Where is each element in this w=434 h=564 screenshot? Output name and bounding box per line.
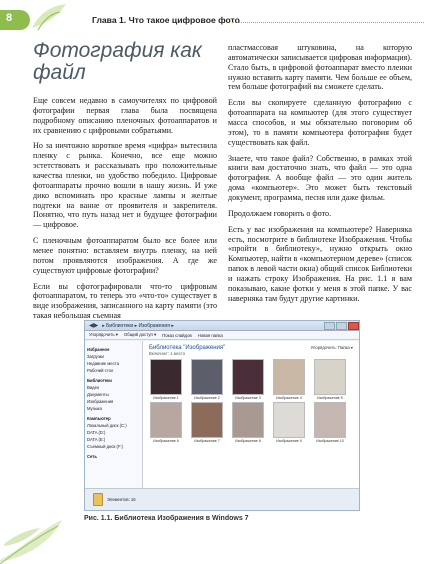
nav-item: Загрузки xyxy=(87,354,104,359)
thumbnail-image xyxy=(314,359,346,395)
thumbnail-image xyxy=(191,402,223,438)
library-subtitle: Включает: 1 место xyxy=(149,351,186,356)
thumbnail xyxy=(231,402,265,443)
thumbnail-caption: Изображение 1 xyxy=(153,396,179,400)
leaf-decoration-icon xyxy=(0,490,70,564)
toolbar-item: Показ слайдов xyxy=(162,332,192,338)
left-column xyxy=(33,96,217,327)
arrange-by: Упорядочить: Папка ▾ xyxy=(310,345,353,350)
nav-item: Видео xyxy=(87,385,100,390)
thumbnail xyxy=(313,359,347,400)
nav-item: Сеть xyxy=(87,454,97,459)
nav-item: Музыка xyxy=(87,406,102,411)
chapter-title: Глава 1. Что такое цифровое фото xyxy=(92,15,240,25)
library-title: Библиотека "Изображения" xyxy=(149,345,226,351)
thumbnail-caption: Изображение 8 xyxy=(235,439,261,443)
toolbar-item: Упорядочить ▾ xyxy=(89,332,118,337)
nav-item: Рабочий стол xyxy=(87,368,114,373)
thumbnail xyxy=(231,359,265,400)
thumbnail-caption: Изображение 4 xyxy=(276,396,302,400)
thumbnail xyxy=(272,359,306,400)
paragraph: пластмассовая штуковина, на которую автоматически записывается цифровая информация). Стало быть, в цифровой фотоаппарат вместо пленки нужно вставить карту памяти. Чем больше ее объем, тем больше фотографий вы сможете сделать. xyxy=(228,43,412,92)
thumbnail xyxy=(149,402,183,443)
paragraph: Если вы сфотографировали что-то цифровым фотоаппаратом, то теперь это «что-то» существует в виде изображения, записанного на карту памяти (это такая небольшая съемная xyxy=(33,281,217,321)
paragraph: Продолжаем говорить о фото. xyxy=(228,208,332,218)
nav-item: Локальный диск (C:) xyxy=(87,423,127,428)
nav-item: Съемный диск (F:) xyxy=(87,444,124,449)
window-body xyxy=(85,341,359,510)
nav-item: Избранное xyxy=(87,347,110,352)
nav-item: Библиотеки xyxy=(87,378,112,383)
thumbnail-image xyxy=(150,359,182,395)
thumbnail-caption: Изображение 3 xyxy=(235,396,261,400)
breadcrumb: ▸ Библиотеки ▸ Изображения ▸ xyxy=(102,322,174,329)
thumbnail xyxy=(313,402,347,443)
thumbnail-image xyxy=(273,359,305,395)
thumbnail-caption: Изображение 2 xyxy=(194,396,220,400)
thumbnail xyxy=(272,402,306,443)
page-number-tab xyxy=(0,10,30,30)
right-column xyxy=(228,43,412,310)
header-dotted-rule xyxy=(232,22,424,23)
toolbar-item: Общий доступ ▾ xyxy=(123,332,157,337)
thumbnail-image xyxy=(232,359,264,395)
thumbnail xyxy=(190,402,224,443)
thumbnail-image xyxy=(232,402,264,438)
window-title-bar xyxy=(85,321,359,331)
window-controls xyxy=(323,322,359,330)
thumbnail-image xyxy=(314,402,346,438)
nav-item: Изображения xyxy=(87,399,114,404)
thumbnail-caption: Изображение 5 xyxy=(317,396,343,400)
thumbnail-image xyxy=(191,359,223,395)
thumbnail-caption: Изображение 6 xyxy=(153,439,179,443)
section-title: Фотография как файл xyxy=(33,39,202,85)
paragraph: Еще совсем недавно в самоучителях по цифровой фотографии первая глава была посвящена подробному описанию пленочных фотоаппаратов и их сравнению с цифровыми собратьями. xyxy=(33,96,217,135)
paragraph: Если вы скопируете сделанную фотографию с фотоаппарата на компьютер (для этого существует масса способов, и мы обязательно поговорим об этом), то в памяти компьютера фотография будет существовать как файл. xyxy=(228,98,412,147)
folder-icon xyxy=(93,493,103,506)
nav-item: Компьютер xyxy=(87,416,111,421)
page-header xyxy=(0,0,434,40)
paragraph: С пленочным фотоаппаратом было все более или менее понятно: вставляем внутрь пленку, на ней потом проявляются изображения. А где же существуют цифровые фотографии? xyxy=(33,236,217,275)
thumbnail xyxy=(149,359,183,400)
minimize-icon xyxy=(324,322,335,330)
paragraph: Но за ничтожно короткое время «цифра» вытеснила пленку с рынка. Конечно, все еще можно эстетствовать и рассказывать про положительные качества пленки, но удобство победило. Цифровые фотоаппараты прочно вошли в нашу жизнь. И уже дико вспоминать про красные лампы и желтые подтеки на ванне от проявителя и закрепителя. Понятно, что путь назад нет и будущее фотографии — цифровое. xyxy=(33,141,217,230)
close-icon xyxy=(348,322,359,330)
navigation-pane xyxy=(85,341,143,510)
thumbnail-caption: Изображение 9 xyxy=(276,439,302,443)
thumbnail xyxy=(190,359,224,400)
page-number: 8 xyxy=(6,12,13,24)
thumbnail-grid xyxy=(149,359,353,443)
back-forward-icon: ◀▶ xyxy=(89,323,99,329)
library-content xyxy=(143,341,359,510)
paragraph: Знаете, что такое файл? Собственно, в рамках этой книги вам достаточно знать, что файл — это одна фотография. А вообще файл — это один житель дома «компьютер». Это может быть текстовый документ, программа, песня или даже фильм. xyxy=(228,153,412,203)
toolbar-item: Новая папка xyxy=(197,332,223,338)
thumbnail-caption: Изображение 7 xyxy=(194,439,220,443)
paragraph: Есть у вас изображения на компьютере? Наверняка есть, посмотрите в библиотеке Изображения. Чтобы «пройти в библиотеку», нужно открыть окно Компьютер, найти в «компьютерном дереве» (список папок в левой части окна) общий список Библиотеки и нажать строку Изображения. На рис. 1.1 я вам показываю, какие фотки у меня в этой папке. У вас наверняка там будут другие картинки. xyxy=(228,224,412,303)
leaf-ornament-icon xyxy=(30,2,68,32)
thumbnail-image xyxy=(150,402,182,438)
nav-item: Недавние места xyxy=(87,361,119,366)
figure-caption: Рис. 1.1. Библиотека Изображения в Windows 7 xyxy=(84,515,249,522)
thumbnail-caption: Изображение 10 xyxy=(316,439,344,443)
status-bar xyxy=(85,488,359,510)
nav-item: Документы xyxy=(87,392,109,397)
maximize-icon xyxy=(336,322,347,330)
thumbnail-image xyxy=(273,402,305,438)
nav-item: DATA (E:) xyxy=(87,437,106,442)
explorer-window-figure xyxy=(84,320,360,511)
status-text: Элементов: 16 xyxy=(107,497,136,502)
nav-item: DATA (D:) xyxy=(87,430,106,435)
window-toolbar xyxy=(85,331,359,340)
